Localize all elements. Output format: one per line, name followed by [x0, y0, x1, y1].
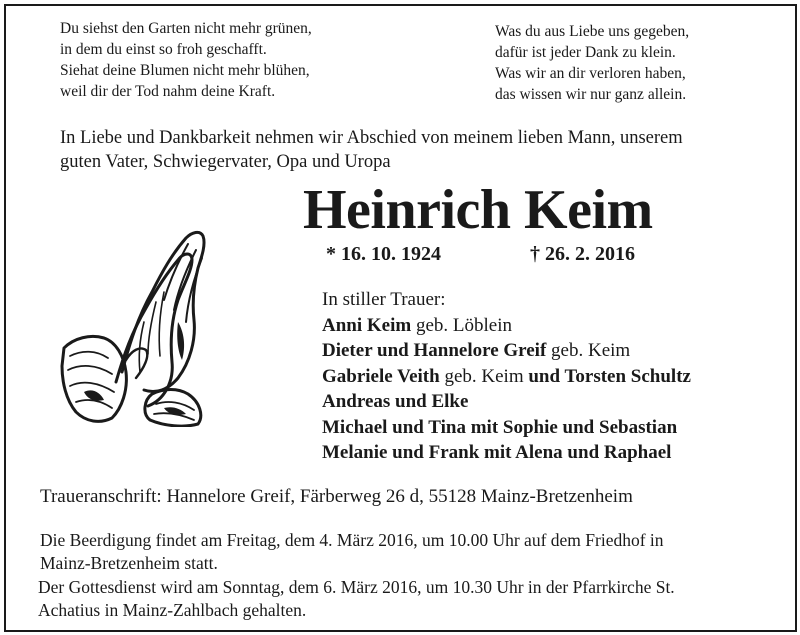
mourner-line [322, 364, 691, 390]
service-line: Der Gottesdienst wird am Sonntag, dem 6. März 2016, um 10.30 Uhr in der Pfarrkirche St. [38, 577, 675, 597]
mourner-partner: und Torsten Schultz [528, 365, 691, 387]
mourner-name: Dieter und Hannelore Greif [322, 340, 547, 361]
mourner-name: Gabriele Veith [322, 365, 440, 387]
burial-line: Mainz-Bretzenheim statt. [40, 553, 218, 573]
service-info [38, 576, 675, 622]
praying-hands-icon [60, 222, 212, 427]
poem-left-line: Siehat deine Blumen nicht mehr blühen, [60, 62, 310, 79]
mourner-name: Anni Keim [322, 314, 412, 336]
poem-right-line: Was wir an dir verloren haben, [495, 65, 686, 82]
mourner-note: geb. Löblein [411, 314, 512, 336]
intro-text [60, 126, 780, 174]
mourner-note: geb. Keim [546, 340, 631, 361]
death-date: † 26. 2. 2016 [530, 243, 635, 265]
birth-date: * 16. 10. 1924 [326, 243, 441, 265]
mourner-line [322, 415, 691, 441]
poem-left-line: weil dir der Tod nahm deine Kraft. [60, 83, 276, 100]
mourner-name: Andreas und Elke [322, 391, 469, 412]
poem-left [60, 18, 312, 102]
mourner-name: Michael und Tina mit Sophie und Sebastian [322, 416, 678, 438]
mourner-line [322, 389, 691, 415]
poem-right-line: das wissen wir nur ganz allein. [495, 86, 687, 103]
mourner-note: geb. Keim [439, 365, 529, 387]
poem-left-line: in dem du einst so froh geschafft. [60, 41, 267, 58]
mourner-line [322, 338, 691, 364]
mourner-line [322, 440, 691, 466]
mourning-address: Traueranschrift: Hannelore Greif, Färberweg 26 d, 55128 Mainz-Bretzenheim [40, 486, 633, 507]
poem-right [495, 21, 689, 105]
poem-right-line: dafür ist jeder Dank zu klein. [495, 44, 676, 61]
burial-line: Die Beerdigung findet am Freitag, dem 4. März 2016, um 10.00 Uhr auf dem Friedhof in [40, 530, 664, 550]
intro-line: In Liebe und Dankbarkeit nehmen wir Abschied von meinem lieben Mann, unserem [60, 128, 683, 148]
mourner-line [322, 313, 691, 339]
burial-info [40, 529, 664, 575]
mourners-block [322, 287, 691, 466]
poem-right-line: Was du aus Liebe uns gegeben, [495, 23, 690, 40]
deceased-name: Heinrich Keim [303, 179, 653, 241]
mourner-name: Melanie und Frank mit Alena und Raphael [322, 442, 672, 463]
mourners-heading: In stiller Trauer: [322, 289, 446, 310]
poem-left-line: Du siehst den Garten nicht mehr grünen, [60, 20, 312, 37]
intro-line: guten Vater, Schwiegervater, Opa und Uropa [60, 152, 391, 172]
service-line: Achatius in Mainz-Zahlbach gehalten. [38, 600, 307, 620]
